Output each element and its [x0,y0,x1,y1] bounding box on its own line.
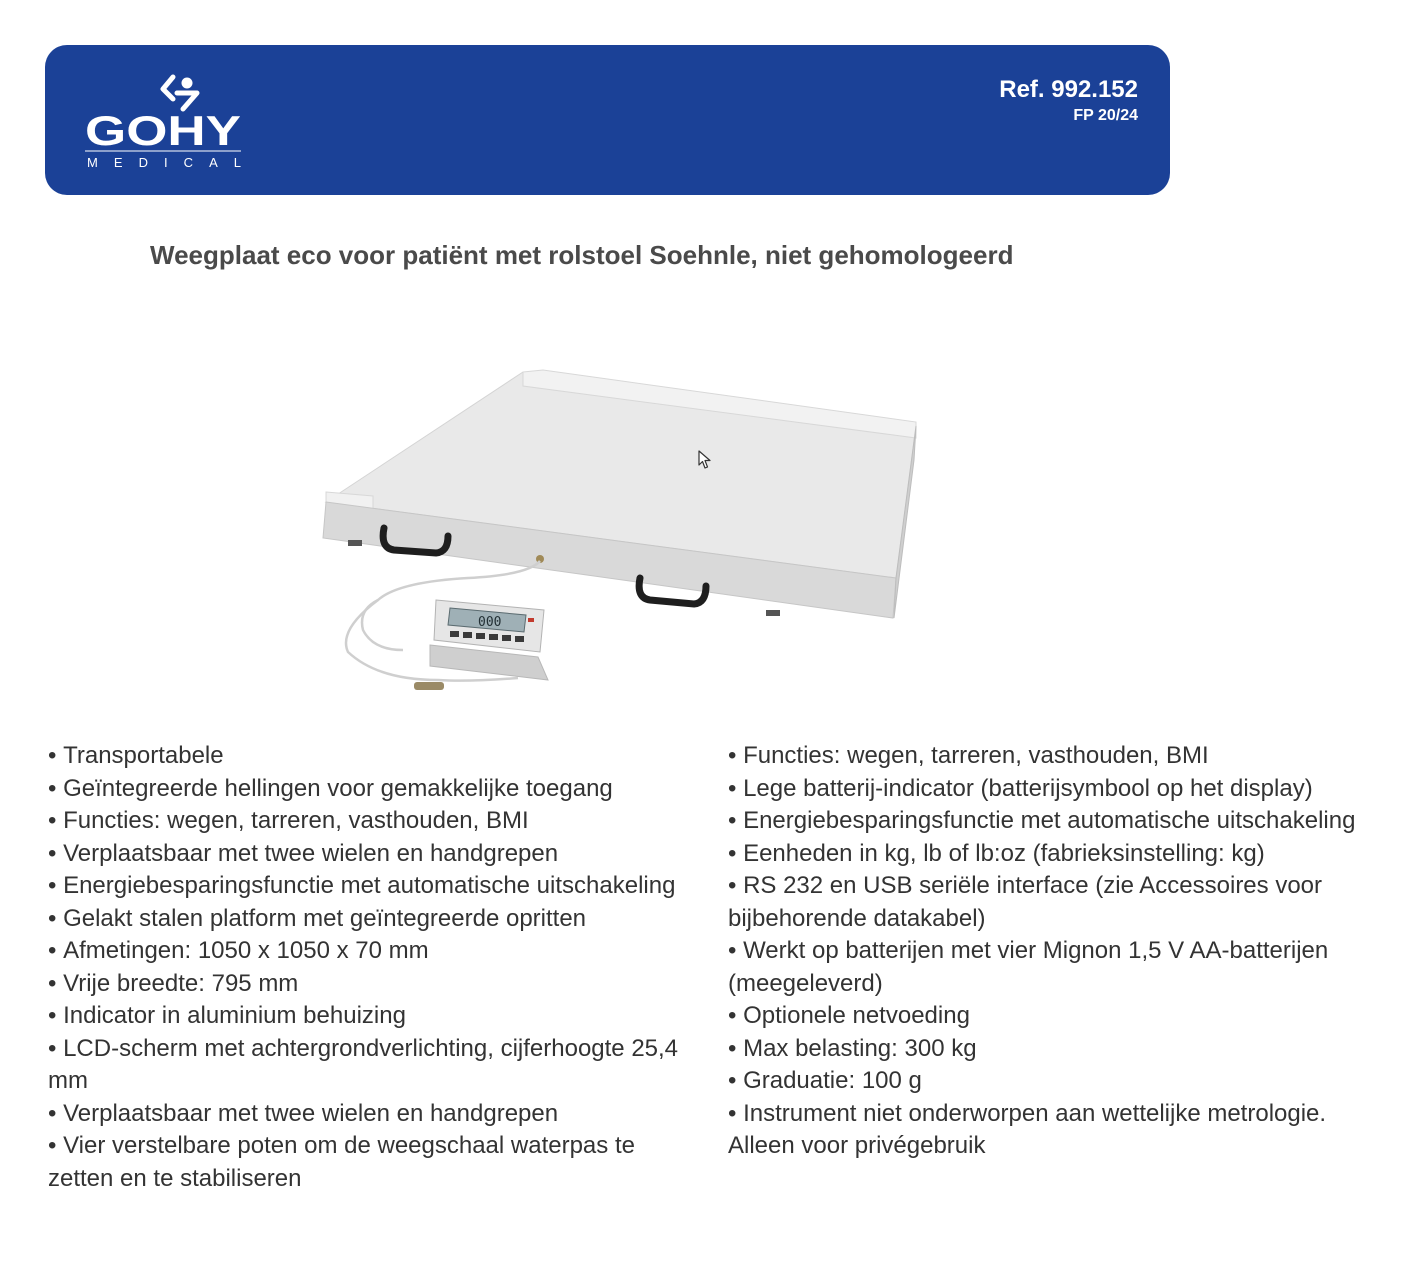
feature-item: • Lege batterij-indicator (batterijsymbool op het display) [728,773,1388,806]
feature-item: • Verplaatsbaar met twee wielen en handgrepen [48,1098,688,1131]
feature-item: • Afmetingen: 1050 x 1050 x 70 mm [48,935,688,968]
feature-item: • LCD-scherm met achtergrondverlichting, cijferhoogte 25,4 mm [48,1033,688,1098]
gohy-logo [85,73,245,173]
feature-item: • Functies: wegen, tarreren, vasthouden, BMI [728,740,1388,773]
feature-item: • Graduatie: 100 g [728,1065,1388,1098]
feature-list-right [728,740,1388,1163]
mouse-cursor-icon [698,450,712,470]
display-reading: 000 [478,615,502,630]
feature-item: • Geïntegreerde hellingen voor gemakkelijke toegang [48,773,688,806]
feature-item: • RS 232 en USB seriële interface (zie Accessoires voor bijbehorende datakabel) [728,870,1388,935]
feature-item: • Vrije breedte: 795 mm [48,968,688,1001]
feature-item: • Functies: wegen, tarreren, vasthouden, BMI [48,805,688,838]
logo-brand: GOHY [85,107,241,154]
product-image [318,360,928,705]
feature-item: • Verplaatsbaar met twee wielen en handgrepen [48,838,688,871]
feature-item: • Transportabele [48,740,688,773]
feature-item: • Werkt op batterijen met vier Mignon 1,5 V AA-batterijen (meegeleverd) [728,935,1388,1000]
feature-item: • Energiebesparingsfunctie met automatische uitschakeling [728,805,1388,838]
feature-item: • Indicator in aluminium behuizing [48,1000,688,1033]
product-title: Weegplaat eco voor patiënt met rolstoel Soehnle, niet gehomologeerd [150,240,1014,270]
fp-code: FP 20/24 [1073,107,1138,124]
logo-sub: MEDICAL [87,155,241,170]
header-band [45,45,1170,195]
feature-list-left [48,740,688,1195]
feature-item: • Vier verstelbare poten om de weegschaal waterpas te zetten en te stabiliseren [48,1130,688,1195]
feature-item: • Energiebesparingsfunctie met automatische uitschakeling [48,870,688,903]
feature-item: • Gelakt stalen platform met geïntegreerde opritten [48,903,688,936]
feature-item: • Instrument niet onderworpen aan wettelijke metrologie. Alleen voor privégebruik [728,1098,1388,1163]
feature-item: • Eenheden in kg, lb of lb:oz (fabrieksinstelling: kg) [728,838,1388,871]
feature-item: • Max belasting: 300 kg [728,1033,1388,1066]
feature-item: • Optionele netvoeding [728,1000,1388,1033]
reference-block [999,75,1138,127]
reference-number: Ref. 992.152 [999,76,1138,103]
